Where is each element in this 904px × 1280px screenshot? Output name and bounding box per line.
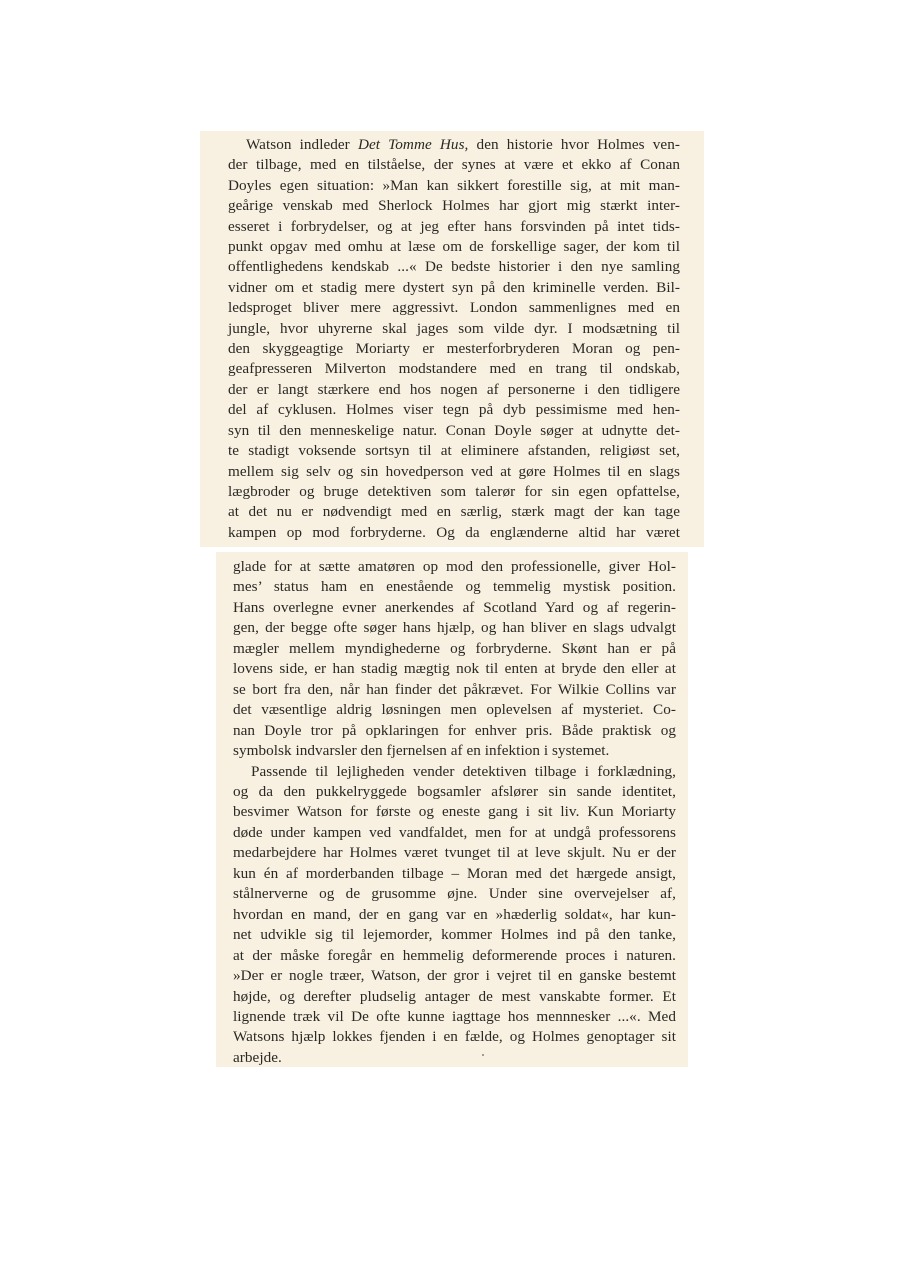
text-line: det væsentlige aldrig løsningen men oplevelsen af mysteriet. Co- <box>233 701 676 719</box>
text-line: højde, og derefter pludselig antager de mest vanskabte former. Et <box>233 987 676 1005</box>
text-line: medarbejdere har Holmes været tvunget til at leve skjult. Nu er der <box>233 844 676 862</box>
text-line: ledsproget bliver mere aggressivt. London sammenlignes med en <box>228 299 680 317</box>
text-line: geafpresseren Milverton modstandere med en trang til ondskab, <box>228 360 680 378</box>
text-line: og da den pukkelryggede bogsamler afslører sin sande identitet, <box>233 782 676 800</box>
text-line: se bort fra den, når han finder det påkrævet. For Wilkie Collins var <box>233 680 676 698</box>
text-line: mes’ status ham en enestående og temmelig mystisk position. <box>233 578 676 596</box>
text-line: lignende træk vil De ofte kunne iagttage hos mennnesker ...«. Med <box>233 1007 676 1025</box>
text-line: syn til den menneskelige natur. Conan Doyle søger at udnytte det- <box>228 421 680 439</box>
scan-speck <box>482 1054 484 1056</box>
text-line: mægler mellem myndighederne og forbryderne. Skønt han er på <box>233 639 676 657</box>
text-line: net udvikle sig til lejemorder, kommer Holmes ind på den tanke, <box>233 926 676 944</box>
text-line: offentlighedens kendskab ...« De bedste historier i den nye samling <box>228 258 680 276</box>
text-line: Doyles egen situation: »Man kan sikkert forestille sig, at mit man- <box>228 176 680 194</box>
text-line: gen, der begge ofte søger hans hjælp, og han bliver en slags udvalgt <box>233 619 676 637</box>
text-line: punkt opgav med omhu at læse om de forskellige sager, der kom til <box>228 238 680 256</box>
text-line: vidner om et stadig mere dystert syn på den kriminelle verden. Bil- <box>228 278 680 296</box>
text-line: Hans overlegne evner anerkendes af Scotland Yard og af regerin- <box>233 598 676 616</box>
text-line: døde under kampen ved vandfaldet, men for at undgå professorens <box>233 823 676 841</box>
text-line: stålnerverne og de grusomme øjne. Under sine overvejelser af, <box>233 885 676 903</box>
text-line: der er langt stærkere end hos nogen af personerne i den tidligere <box>228 380 680 398</box>
text-line: esseret i forbrydelser, og at jeg efter hans forsvinden på intet tids- <box>228 217 680 235</box>
text-line: geårige venskab med Sherlock Holmes har gjort mig stærkt inter- <box>228 197 680 215</box>
text-line: at der måske foregår en hemmelig deformerende proces i naturen. <box>233 946 676 964</box>
book-title: Det Tomme Hus, <box>357 136 469 153</box>
text-run: den historie hvor Holmes ven- <box>468 136 680 153</box>
text-line: lægbroder og bruge detektiven som talerør for sin egen opfattelse, <box>228 482 680 500</box>
text-line: del af cyklusen. Holmes viser tegn på dyb pessimisme med hen- <box>228 401 680 419</box>
text-line: Passende til lejligheden vender detektiven tilbage i forklædning, <box>251 762 676 780</box>
text-line <box>228 135 680 155</box>
text-line: Watsons hjælp lokkes fjenden i en fælde, og Holmes genoptager sit <box>233 1028 676 1046</box>
text-run: Watson indleder <box>246 136 358 153</box>
text-line: kampen op mod forbryderne. Og da englænderne altid har været <box>228 523 680 541</box>
text-line: symbolsk indvarsler den fjernelsen af en infektion i systemet. <box>233 742 610 760</box>
text-line: glade for at sætte amatøren op mod den professionelle, giver Hol- <box>233 558 676 575</box>
text-line: jungle, hvor uhyrerne skal jages som vilde dyr. I modsætning til <box>228 319 680 337</box>
text-line: der tilbage, med en tilståelse, der synes at være et ekko af Conan <box>228 156 680 174</box>
text-line: »Der er nogle træer, Watson, der gror i vejret til en ganske bestemt <box>233 967 676 985</box>
text-line: nan Doyle tror på opklaringen for enhver pris. Både praktisk og <box>233 721 676 739</box>
text-line: hvordan en mand, der en gang var en »hæderlig soldat«, har kun- <box>233 905 676 923</box>
text-line: kun én af morderbanden tilbage – Moran med det hærgede ansigt, <box>233 864 676 882</box>
text-line: te stadigt voksende sortsyn til at eliminere afstanden, religiøst set, <box>228 442 680 460</box>
text-line: besvimer Watson for første og eneste gang i sit liv. Kun Moriarty <box>233 803 676 821</box>
text-line: at det nu er nødvendigt med en særlig, stærk magt der kan tage <box>228 503 680 521</box>
text-clipping-bottom <box>216 552 688 1067</box>
text-line: lovens side, er han stadig mægtig nok til enten at bryde den eller at <box>233 660 676 678</box>
text-clipping-top <box>200 131 704 547</box>
text-line: den skyggeagtige Moriarty er mesterforbryderen Moran og pen- <box>228 340 680 358</box>
text-line: arbejde. <box>233 1048 282 1066</box>
text-line: mellem sig selv og sin hovedperson ved at gøre Holmes til en slags <box>228 462 680 480</box>
